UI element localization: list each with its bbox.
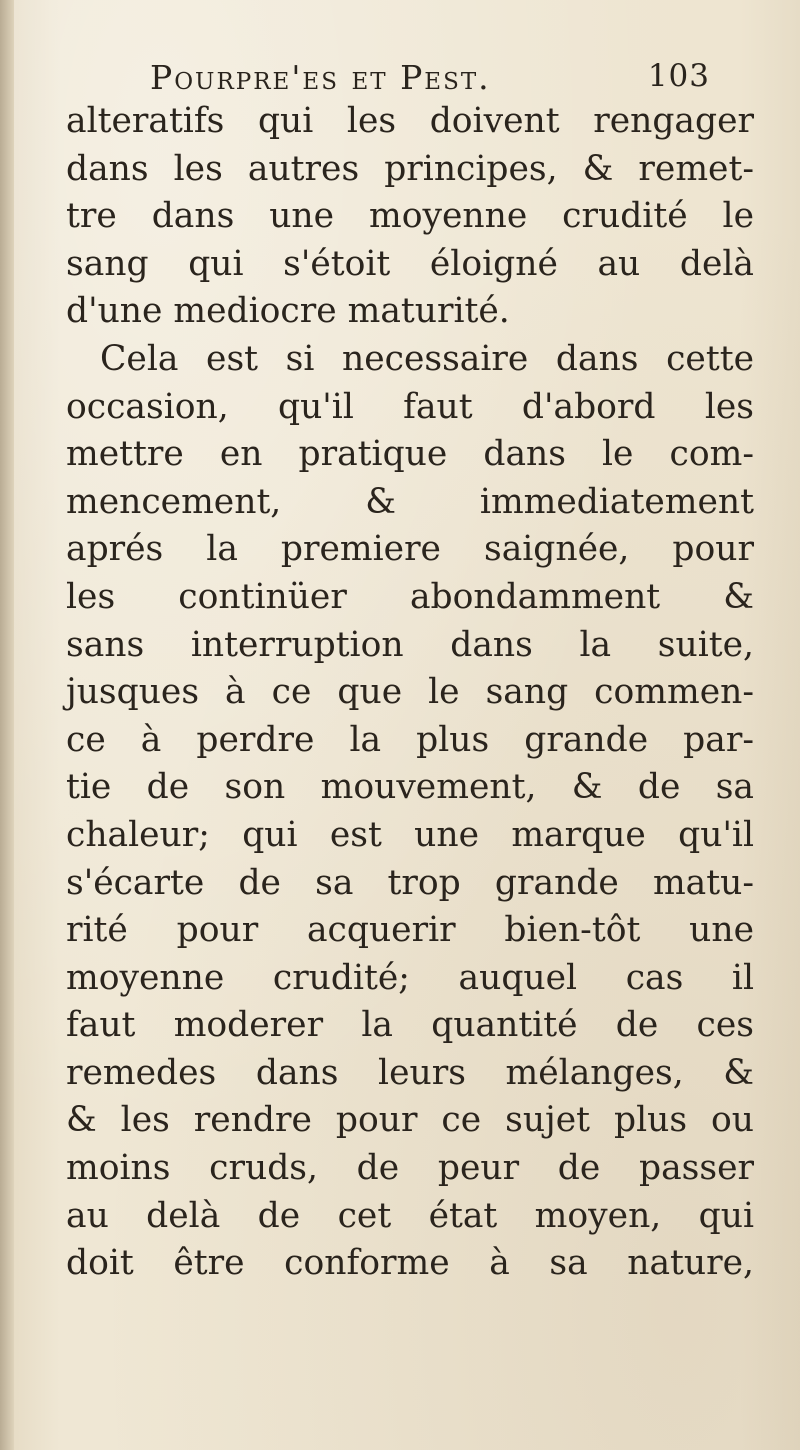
body-text [66,98,754,1288]
text-line: d'une mediocre maturité. [66,291,510,332]
text-line: s'écarte de sa trop grande matu- [66,862,754,903]
text-line: mencement, & immediatement [66,481,754,522]
text-line: alteratifs qui les doivent rengager [66,101,754,141]
text-line: Cela est si necessaire dans cette [100,338,754,379]
text-line: moins cruds, de peur de passer [66,1148,754,1189]
text-line: au delà de cet état moyen, qui [66,1195,754,1236]
text-line: tre dans une moyenne crudité le [66,196,754,237]
page-number: 103 [647,58,710,94]
text-line: rité pour acquerir bien-tôt une [66,910,754,951]
text-line: & les rendre pour ce sujet plus ou [66,1100,754,1141]
text-line: chaleur; qui est une marque qu'il [66,814,754,855]
text-line: sans interruption dans la suite, [66,624,754,665]
text-line: remedes dans leurs mélanges, & [66,1052,754,1093]
text-line: tie de son mouvement, & de sa [66,767,754,808]
text-line: occasion, qu'il faut d'abord les [66,386,754,427]
text-line: faut moderer la quantité de ces [66,1005,754,1046]
page-gutter-shadow [0,0,14,1450]
text-line: les continüer abondamment & [66,576,754,617]
text-line: jusques à ce que le sang commen- [66,672,754,713]
text-line: dans les autres principes, & remet- [66,148,754,189]
text-line: mettre en pratique dans le com- [66,434,754,475]
text-line: aprés la premiere saignée, pour [66,529,754,570]
text-line: moyenne crudité; auquel cas il [66,957,754,998]
running-title: Pourpre'es et Pest. [150,58,491,97]
text-line: doit être conforme à sa nature, [66,1243,754,1284]
text-line: ce à perdre la plus grande par- [66,719,754,760]
page-header [150,58,710,102]
text-line: sang qui s'étoit éloigné au delà [66,243,754,284]
